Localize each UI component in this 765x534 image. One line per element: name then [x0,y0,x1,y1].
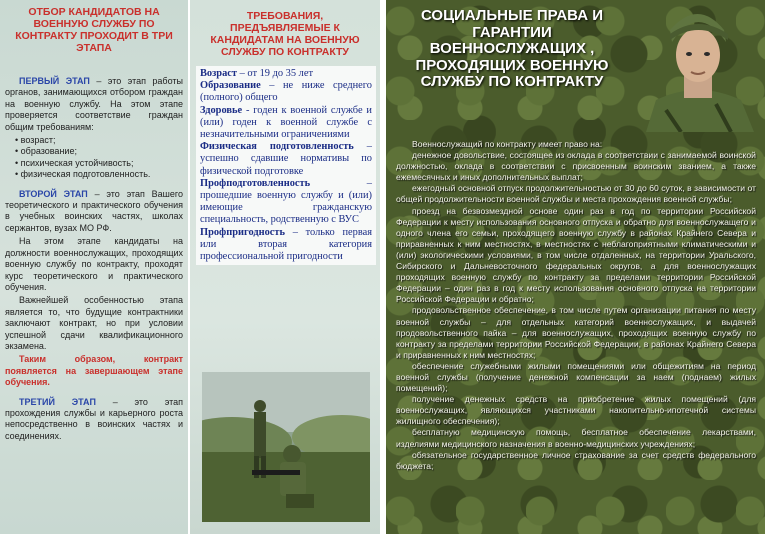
requirements-list [5,135,183,181]
rights-paragraph: обязательное государственное личное страхование за счет средств федерального бюджета; [396,449,756,471]
stage3-label: ТРЕТИЙ ЭТАП [19,396,96,407]
rights-paragraph: ежегодный основной отпуск продолжительностью от 30 до 60 суток, в зависимости от общей продолжительности военной службы и места прохождения военной службы; [396,183,756,205]
age-text: – от 19 до 35 лет [237,68,313,79]
left-panel-title: ОТБОР КАНДИДАТОВ НА ВОЕННУЮ СЛУЖБУ ПО КОНТРАКТУ ПРОХОДИТ В ТРИ ЭТАПА [15,6,173,54]
rights-paragraph: получение денежных средств на приобретение жилых помещений (для военнослужащих, являющихся участниками накопительно-ипотечной системы жилищного обеспечения); [396,394,756,427]
education-text: – не ниже среднего (полного) общего [200,80,372,104]
stage2-text: – это этап Вашего теоретического и практического обучения в учебных воинских частях, школах сержантов, вузах МО РФ. [5,188,183,233]
middle-panel-title: ТРЕБОВАНИЯ, ПРЕДЪЯВЛЯЕМЫЕ К КАНДИДАТАМ НА ВОЕННУЮ СЛУЖБУ ПО КОНТРАКТУ [210,10,360,58]
list-item: • физическая подготовленность. [15,169,183,180]
list-item: • психическая устойчивость; [15,158,183,169]
age-label: Возраст [200,68,237,79]
list-item: • возраст; [15,135,183,146]
soldiers-illustration [202,372,370,522]
right-panel [386,0,765,534]
soldier-portrait-illustration [636,0,761,132]
stage1-paragraph [5,76,183,133]
requirements-box [196,66,376,265]
fitness-text: – только первая или вторая категория профессиональной пригодности [200,226,372,263]
training-requirement [200,178,372,227]
right-panel-title: СОЦИАЛЬНЫЕ ПРАВА И ГАРАНТИИ ВОЕННОСЛУЖАЩИХ , ПРОХОДЯЩИХ ВОЕННУЮ СЛУЖБУ ПО КОНТРАКТУ [415,7,609,90]
rights-paragraph: продовольственное обеспечение, в том числе путем организации питания по месту военной службы – для отдельных категорий военнослужащих, и выдачей продовольственного пайка – для военнослужащих, проходящих военную службу по контракту за пределами территории Российской Федерации, в районах Крайнего Севера и приравненных к ним местностях; [396,305,756,360]
list-item: • образование; [15,146,183,157]
physical-label: Физическая подготовленность [200,141,354,153]
conclusion-text: Таким образом, контракт появляется на завершающем этапе обучения. [5,354,183,388]
stage2-label: ВТОРОЙ ЭТАП [19,188,88,199]
education-requirement [200,80,372,104]
rights-text [396,139,756,472]
health-requirement [200,105,372,142]
stage3-text: – это этап прохождения службы и карьерного роста непосредственно в воинских частях и соединениях. [5,396,183,441]
health-text: - годен к военной службе и (или) годен к военной службе с незначительными ограничениями [200,104,372,141]
physical-text: – успешно сдавшие нормативы по физической подготовке [200,141,372,177]
stage1-text: – это этап работы органов, занимающихся отбором граждан на военную службу. На этом этапе проверяется соответствие граждан общим требованиям: [5,76,183,132]
soldier-portrait [636,0,761,132]
training-label: Профподготовленность [200,177,311,189]
stage1-label: ПЕРВЫЙ ЭТАП [19,76,90,86]
rights-paragraph: Военнослужащий по контракту имеет право на: [412,139,603,149]
physical-requirement [200,141,372,178]
left-panel-text [5,76,183,444]
rights-paragraph: проезд на безвозмездной основе один раз в год по территории Российской Федерации к месту использования основного отпуска и обратно для военнослужащего и одного члена его семьи, проходящего военную службу в районах Крайнего Севера и приравненных к ним местностях, в местностях с неблагоприятными климатическими и (или) экологическими условиями, в том числе отдаленных, на территории Уральского, Сибирского и Дальневосточного федеральных округов, а для военнослужащих проходящих военную службу по контракту за пределами территории Российской Федерации – один раз в год к месту использования основного отпуска на территории Российской Федерации и обратно; [396,205,756,305]
soldier-field-photo [202,372,370,522]
rights-paragraph: обеспечение служебными жилыми помещениями или общежитиям на период военной службы (получение денежной компенсации за наем (поднаем) жилых помещений); [396,360,756,394]
stage2-paragraph-2: На этом этапе кандидаты на должности военнослужащих, проходящих военную службу по контракту, проходят курс теоретического и практического обучения. [5,236,183,292]
stage3-paragraph [5,397,183,443]
left-panel [0,0,188,534]
stage2-paragraph [5,189,183,235]
fitness-requirement [200,227,372,264]
education-label: Образование [200,80,261,92]
fitness-label: Профпригодность [200,226,286,238]
stage2-paragraph-3: Важнейшей особенностью этапа является то, что будущие контрактники заключают контракт, но при условии успешной сдачи квалификационного экзамена. [5,295,183,351]
age-requirement [200,68,372,80]
training-text: – прошедшие военную службу и (или) имеющие гражданскую специальность, родственную с ВУС [200,177,372,226]
middle-panel [190,0,380,534]
health-label: Здоровье [200,104,243,116]
rights-paragraph: денежное довольствие, состоящее из оклада в соответствии с занимаемой воинской должностью, оклада в соответствии с присвоенным воинским званием, а также ежемесячных и иных дополнительных выплат; [396,150,756,183]
rights-paragraph: бесплатную медицинскую помощь, бесплатное обеспечение лекарствами, изделиями медицинского назначения в военно-медицинских учреждениях; [396,427,756,449]
